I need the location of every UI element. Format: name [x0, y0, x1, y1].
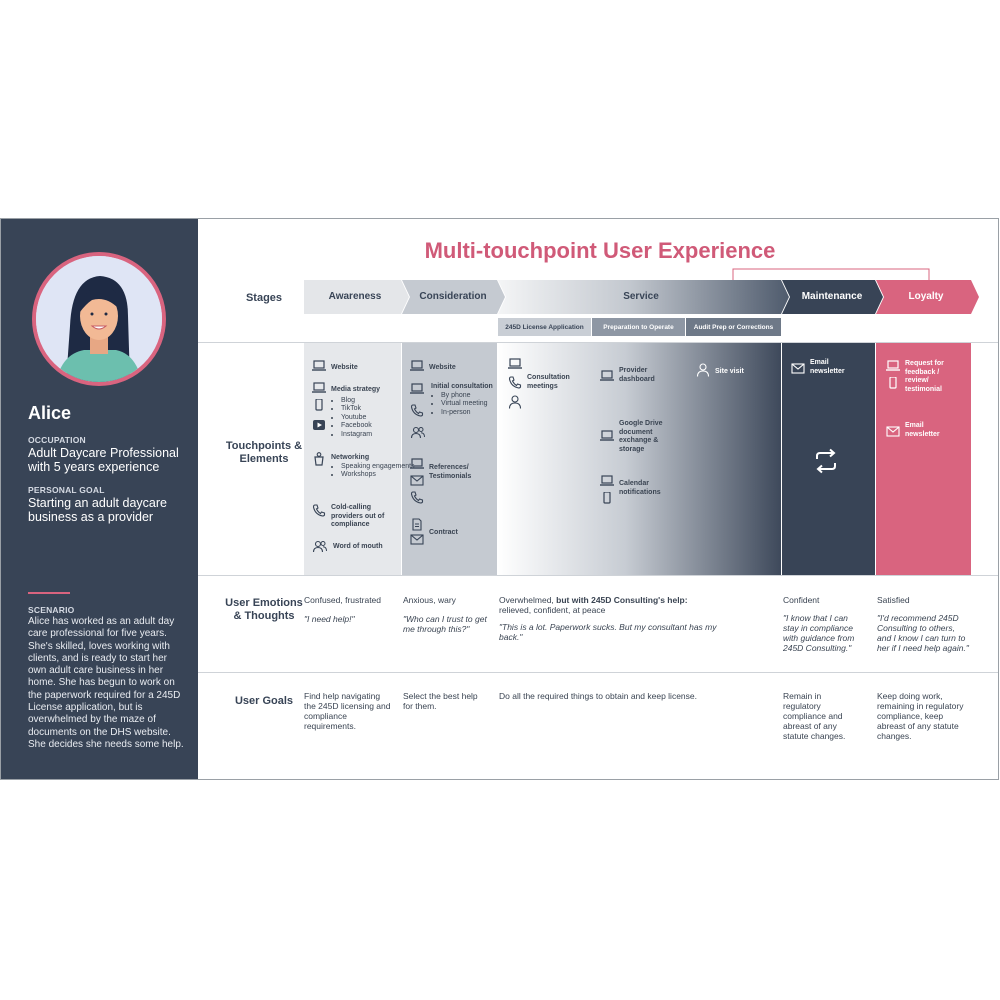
row-label-stages: Stages: [245, 292, 283, 304]
emotion-quote: "I know that I can stay in compliance with guidance from 245D Consulting.": [783, 613, 855, 653]
list-item: • Blog: [341, 397, 372, 406]
emotion-state: Confused, frustrated: [304, 595, 382, 605]
substage-license-application: 245D License Application: [498, 318, 591, 336]
list-item: • Speaking engagements: [341, 463, 415, 472]
tp-loyalty-request: [886, 360, 961, 394]
tp-label: Networking: [331, 454, 370, 461]
goal-label: PERSONAL GOAL: [28, 485, 105, 495]
networking-list: [331, 463, 415, 480]
email-icon: [410, 534, 424, 545]
tp-consideration-initial: [410, 383, 493, 439]
row-divider-1: [198, 342, 998, 343]
goal-awareness: Find help navigating the 245D licensing and compliance requirements.: [304, 691, 391, 731]
laptop-icon: [312, 382, 326, 394]
occupation-label: OCCUPATION: [28, 435, 86, 445]
stage-awareness: Awareness: [328, 291, 382, 302]
youtube-icon: [312, 419, 326, 431]
email-icon: [791, 363, 805, 374]
tp-awareness-media: [312, 382, 380, 440]
tp-consideration-website: [410, 360, 456, 373]
emotion-loyalty: [877, 595, 969, 653]
phone-handset-icon: [508, 376, 522, 389]
tp-service-site-visit: [696, 363, 744, 377]
row-divider-3: [198, 672, 998, 673]
emotion-quote: "This is a lot. Paperwork sucks. But my consultant has my back.": [499, 622, 717, 642]
emotion-consideration: [403, 595, 493, 634]
list-item: • Virtual meeting: [441, 400, 493, 409]
goal-maintenance: Remain in regulatory compliance and abreast of any statute changes.: [783, 691, 846, 741]
tp-label: Email newsletter: [905, 422, 940, 438]
phone-handset-icon: [312, 504, 326, 517]
tp-label: Initial consultation: [431, 383, 493, 390]
goal-consideration: Select the best help for them.: [403, 691, 478, 711]
tp-service-dashboard: [600, 367, 669, 384]
emotion-awareness: [304, 595, 396, 624]
tp-awareness-website: [312, 360, 358, 373]
media-list: [331, 397, 372, 440]
persona-name: Alice: [28, 403, 72, 423]
emotion-state-b: but with 245D Consulting's help:: [556, 595, 688, 605]
tp-label: Site visit: [715, 368, 744, 375]
tp-label: Calendar notifications: [619, 480, 661, 496]
person-icon: [508, 395, 522, 409]
podium-icon: [312, 452, 326, 466]
stage-loyalty: Loyalty: [908, 291, 944, 302]
laptop-icon: [600, 430, 614, 442]
emotion-service: [499, 595, 739, 642]
email-icon: [410, 475, 424, 486]
phone-icon: [312, 399, 326, 411]
stage-consideration: Consideration: [419, 291, 487, 302]
phone-icon: [600, 492, 614, 504]
page-title: Multi-touchpoint User Experience: [424, 238, 776, 263]
tp-label: References/ Testimonials: [429, 464, 472, 480]
list-item: • Facebook: [341, 422, 372, 431]
list-item: • TikTok: [341, 405, 372, 414]
tp-label: Cold-calling providers out of compliance: [331, 504, 385, 529]
tp-awareness-networking: [312, 452, 415, 480]
laptop-icon: [886, 360, 900, 372]
scenario-label: SCENARIO: [28, 605, 75, 615]
person-icon: [696, 363, 710, 377]
list-item: • In-person: [441, 409, 493, 418]
emotion-quote: "Who can I trust to get me through this?": [403, 614, 487, 634]
list-item: • Workshops: [341, 471, 415, 480]
stage-service: Service: [623, 291, 659, 302]
list-item: • Youtube: [341, 414, 372, 423]
tp-service-consultation: [508, 358, 583, 409]
laptop-icon: [410, 458, 424, 470]
phone-handset-icon: [410, 491, 424, 504]
emotion-state-c: relieved, confident, at peace: [499, 605, 606, 615]
document-icon: [410, 518, 424, 531]
goal-value: Starting an adult daycare business as a provider: [28, 496, 167, 524]
phone-handset-icon: [410, 404, 424, 417]
tp-label: Email newsletter: [810, 359, 845, 375]
repeat-cycle-icon: [812, 447, 840, 475]
list-item: • Instagram: [341, 431, 372, 440]
tp-label: Website: [429, 364, 456, 371]
row-divider-2: [198, 575, 998, 576]
email-icon: [886, 426, 900, 437]
stage-maintenance: Maintenance: [801, 291, 863, 302]
tp-label: Word of mouth: [333, 543, 383, 550]
tp-label: Request for feedback / review/ testimonial: [905, 360, 944, 393]
tp-label: Consultation meetings: [527, 374, 570, 390]
tp-label: Google Drive document exchange & storage: [619, 420, 663, 453]
tp-label: Website: [331, 364, 358, 371]
list-item: • By phone: [441, 392, 493, 401]
initial-consultation-list: [431, 392, 493, 418]
tp-label: Media strategy: [331, 386, 381, 393]
row-label-goals: User Goals: [234, 695, 294, 707]
tp-label: Provider dashboard: [619, 367, 655, 383]
laptop-icon: [600, 475, 614, 487]
tp-label: Contract: [429, 529, 458, 536]
emotion-quote: "I'd recommend 245D Consulting to others, and I know I can turn to her if I need help again.": [877, 613, 969, 653]
tp-loyalty-email: [886, 422, 955, 439]
emotion-quote: "I need help!": [304, 614, 355, 624]
row-label-emotions: User Emotions & Thoughts: [225, 597, 303, 622]
laptop-icon: [410, 383, 424, 395]
emotion-state: Anxious, wary: [403, 595, 456, 605]
tp-maintenance-email: [791, 359, 860, 376]
scenario-text: Alice has worked as an adult day care professional for five years. She's skilled, loves working with clients, and is ready to start her own adult care business in her home. She has begun to work on the paperwork required for a 245D License application, but is overwhelmed by the maze of documents on the DHS website. She decides she needs some help.: [28, 616, 184, 750]
emotion-state: Satisfied: [877, 595, 910, 605]
tp-service-gdrive: [600, 420, 671, 454]
goal-service: Do all the required things to obtain and keep license.: [499, 691, 697, 701]
tp-awareness-word-of-mouth: [312, 540, 383, 553]
phone-icon: [886, 377, 900, 389]
emotion-state: Confident: [783, 595, 820, 605]
goal-loyalty: Keep doing work, remaining in regulatory compliance, keep abreast of any statute changes.: [877, 691, 964, 741]
row-label-touchpoints: Touchpoints & Elements: [225, 440, 303, 465]
substage-preparation: Preparation to Operate: [592, 318, 685, 336]
tp-consideration-contract: [410, 518, 458, 545]
people-icon: [312, 540, 328, 553]
occupation-value: Adult Daycare Professional with 5 years experience: [28, 446, 179, 474]
laptop-icon: [410, 360, 424, 372]
tp-awareness-cold-calling: [312, 504, 400, 530]
people-icon: [410, 426, 426, 439]
emotion-maintenance: [783, 595, 865, 653]
emotion-state-a: Overwhelmed,: [499, 595, 557, 605]
tp-consideration-references: [410, 458, 489, 504]
laptop-icon: [508, 358, 522, 370]
laptop-icon: [600, 370, 614, 382]
laptop-icon: [312, 360, 326, 372]
substage-audit-prep: Audit Prep or Corrections: [686, 318, 781, 336]
tp-service-calendar: [600, 475, 671, 504]
